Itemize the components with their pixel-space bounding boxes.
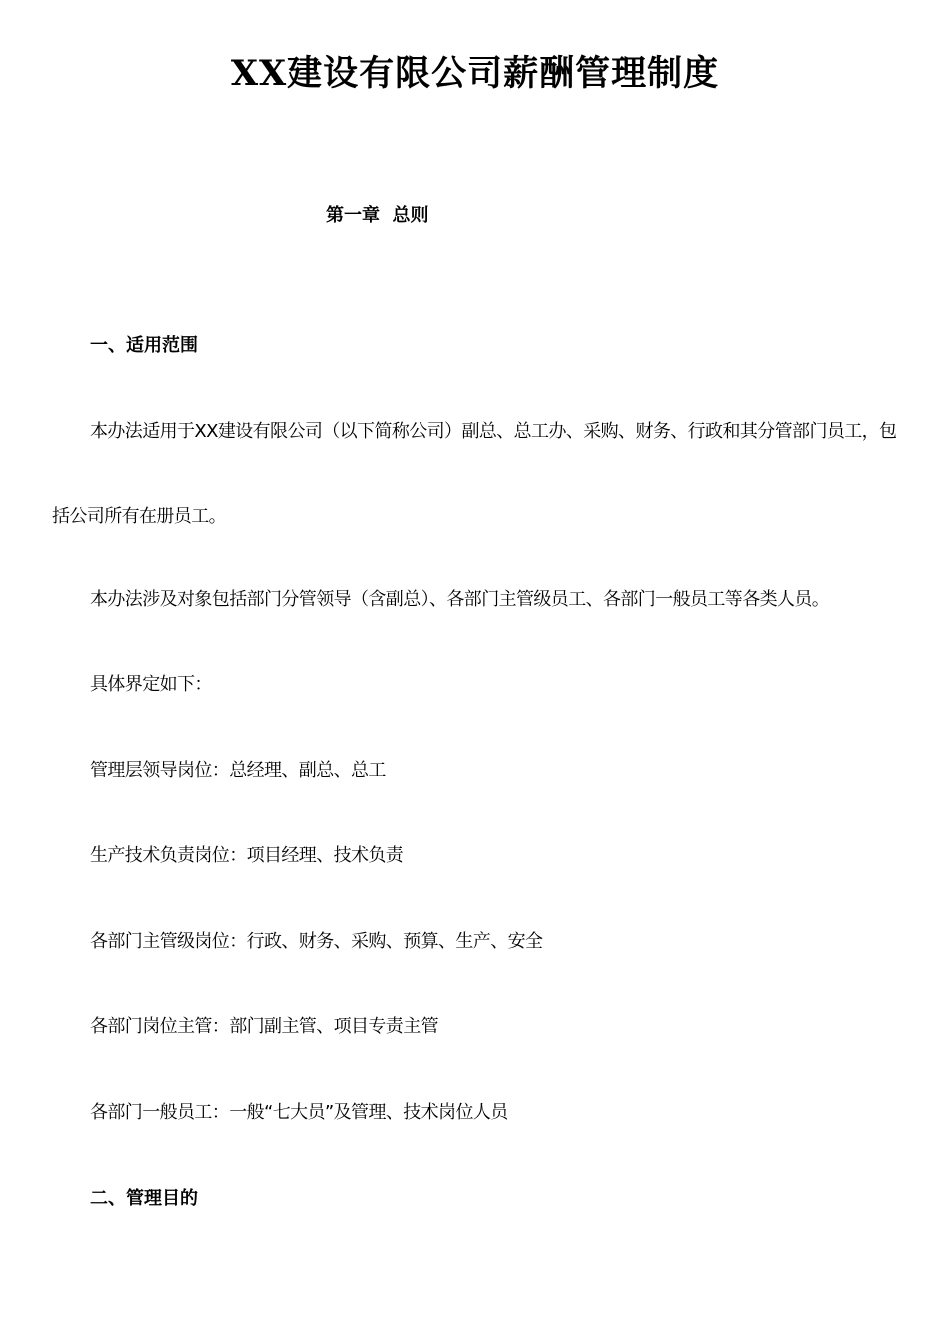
section-heading-purpose: 二、管理目的 [90, 1188, 198, 1209]
document-title: XX建设有限公司薪酬管理制度 [230, 53, 720, 94]
list-item-department-head-positions: 各部门主管级岗位：行政、财务、采购、预算、生产、安全 [90, 931, 543, 952]
list-item-general-staff-positions: 各部门一般员工：一般“七大员”及管理、技术岗位人员 [90, 1102, 508, 1123]
list-item-technical-positions: 生产技术负责岗位：项目经理、技术负责 [90, 845, 404, 866]
list-item-management-positions: 管理层领导岗位：总经理、副总、总工 [90, 760, 386, 781]
list-item-department-supervisor-positions: 各部门岗位主管：部门副主管、项目专责主管 [90, 1016, 438, 1037]
paragraph-scope-applicability: 本办法适用于XX建设有限公司（以下简称公司）副总、总工办、采购、财务、行政和其分管部门员工，包括公司所有在册员工。 [52, 421, 897, 527]
section-heading-scope: 一、适用范围 [90, 335, 198, 356]
chapter-heading: 第一章 总则 [326, 205, 429, 226]
paragraph-definitions-intro: 具体界定如下： [90, 674, 212, 695]
paragraph-scope-personnel: 本办法涉及对象包括部门分管领导（含副总）、各部门主管级员工、各部门一般员工等各类人员。 [90, 589, 830, 610]
